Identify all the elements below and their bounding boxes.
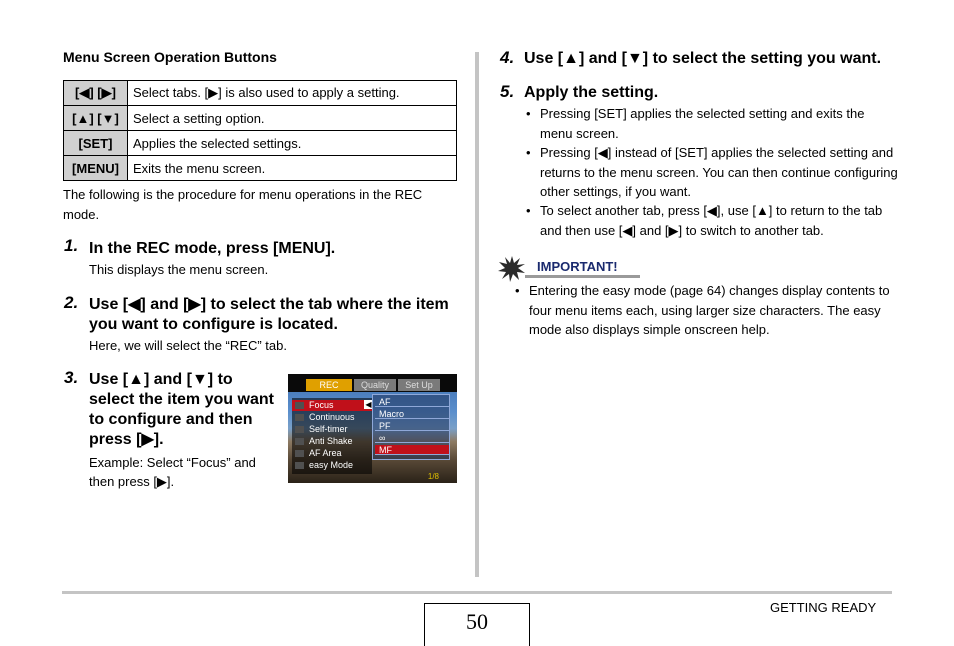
- camera-menu-list: [292, 398, 372, 474]
- step-number: 1.: [64, 236, 79, 255]
- button-key: [SET]: [64, 131, 128, 156]
- step-number: 5.: [500, 82, 515, 101]
- button-table: [63, 80, 457, 181]
- button-desc: Select tabs. [▶] is also used to apply a setting.: [128, 81, 457, 106]
- step-text: In the REC mode, press [MENU].: [89, 240, 336, 257]
- camera-option-item: PF: [375, 421, 449, 431]
- footer-section-title: GETTING READY: [770, 600, 877, 615]
- section-title: Menu Screen Operation Buttons: [63, 49, 277, 65]
- menu-item-icon: [295, 450, 304, 457]
- camera-menu-item: Anti Shake: [292, 436, 372, 447]
- button-desc: Select a setting option.: [128, 106, 457, 131]
- camera-tab-quality: Quality: [354, 379, 396, 391]
- bullet-item: • To select another tab, press [◀], use [▲] to return to the tab and then use [◀] and [▶] to switch to another tab.: [526, 203, 883, 238]
- table-row: [64, 81, 457, 106]
- step-text: Use [▲] and [▼] to select the item you want to configure and then press [▶].: [89, 371, 274, 448]
- camera-menu-item: Self-timer: [292, 424, 372, 435]
- step-sub: Example: Select “Focus” and then press [▶].: [89, 455, 256, 489]
- bullet-dot-icon: •: [515, 283, 520, 298]
- button-key: [▲] [▼]: [64, 106, 128, 131]
- camera-option-item: Macro: [375, 409, 449, 419]
- column-divider: [475, 52, 479, 577]
- bullet-item: • Pressing [◀] instead of [SET] applies the selected setting and returns to the menu screen. You can then continue configuring other settings, if you want.: [526, 145, 898, 199]
- camera-menu-item: AF Area: [292, 448, 372, 459]
- bullet-dot-icon: •: [526, 203, 531, 218]
- step-sub: Here, we will select the “REC” tab.: [89, 338, 287, 353]
- menu-item-icon: [295, 462, 304, 469]
- step-text: Use [◀] and [▶] to select the tab where the item you want to configure is located.: [89, 296, 449, 333]
- button-desc: Applies the selected settings.: [128, 131, 457, 156]
- important-star-icon: [498, 256, 526, 282]
- button-key: [◀] [▶]: [64, 81, 128, 106]
- table-row: [64, 131, 457, 156]
- important-bullet: • Entering the easy mode (page 64) changes display contents to four menu items each, using larger size characters. The easy mode also displays simple onscreen help.: [515, 283, 890, 337]
- page-number: 50: [424, 603, 530, 646]
- bullet-dot-icon: •: [526, 106, 531, 121]
- menu-item-icon: [295, 438, 304, 445]
- bullet-item: • Pressing [SET] applies the selected setting and exits the menu screen.: [526, 106, 865, 141]
- bullet-dot-icon: •: [526, 145, 531, 160]
- button-desc: Exits the menu screen.: [128, 156, 457, 181]
- camera-menu-item: Continuous: [292, 412, 372, 423]
- camera-tab-setup: Set Up: [398, 379, 440, 391]
- step-text: Apply the setting.: [524, 84, 659, 101]
- camera-menu-screenshot: [288, 374, 457, 483]
- camera-corner-readout: 1/8: [427, 472, 439, 481]
- menu-item-icon: [295, 414, 304, 421]
- step-text: Use [▲] and [▼] to select the setting you want.: [524, 50, 882, 67]
- step-number: 2.: [64, 293, 79, 312]
- camera-option-item: ∞: [375, 433, 449, 443]
- table-row: [64, 156, 457, 181]
- camera-menu-item: Focus: [292, 400, 372, 411]
- important-underline: [525, 275, 640, 278]
- table-row: [64, 106, 457, 131]
- camera-option-list: [372, 394, 450, 460]
- step-sub: This displays the menu screen.: [89, 262, 269, 277]
- camera-tab-rec: REC: [306, 379, 352, 391]
- menu-item-icon: [295, 426, 304, 433]
- footer-rule: [62, 591, 892, 594]
- button-key: [MENU]: [64, 156, 128, 181]
- camera-menu-item: easy Mode: [292, 460, 372, 471]
- camera-option-item: MF: [375, 445, 449, 455]
- left-arrow-icon: ◀: [365, 400, 372, 409]
- menu-item-icon: [295, 402, 304, 409]
- step-number: 4.: [500, 48, 515, 67]
- step-number: 3.: [64, 368, 79, 387]
- intro-text: The following is the procedure for menu operations in the REC mode.: [63, 187, 423, 222]
- camera-option-item: AF: [375, 397, 449, 407]
- important-label: IMPORTANT!: [537, 259, 618, 274]
